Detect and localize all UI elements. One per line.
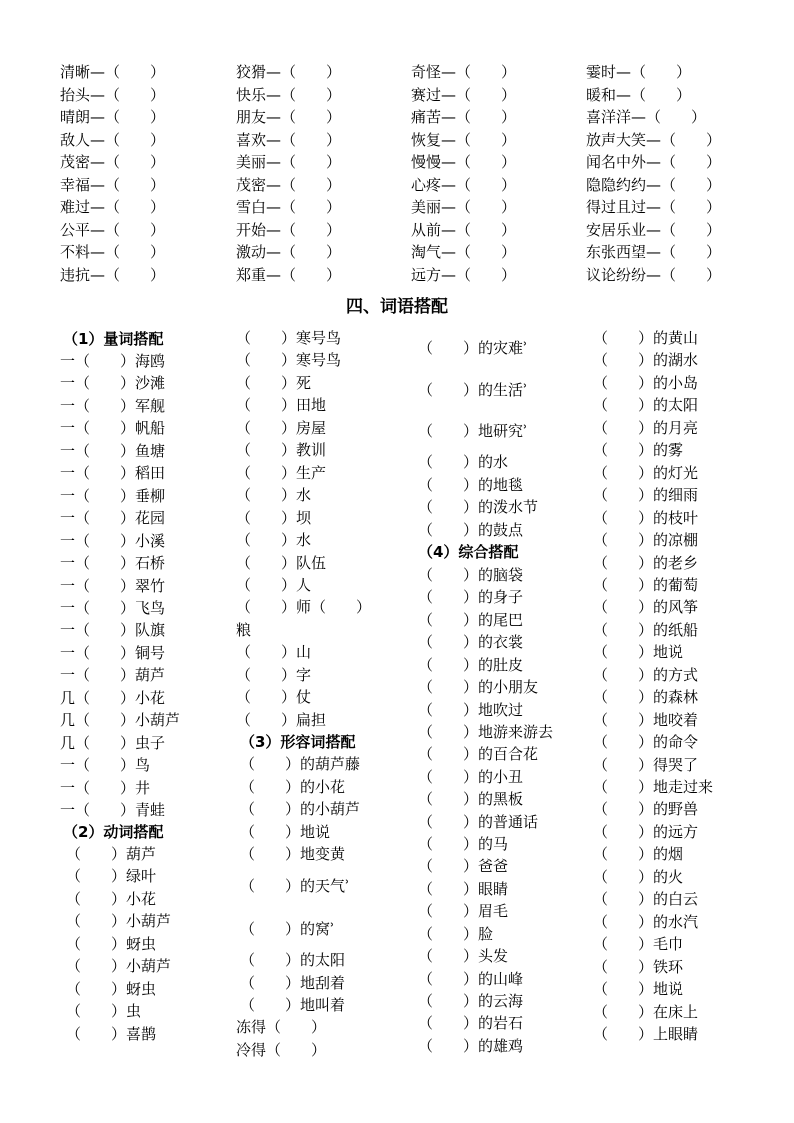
verb-item: （ ）寒号鸟 — [236, 351, 342, 369]
antonym-item: 美丽—（ ） — [411, 198, 517, 216]
adjective-item: （ ）的水 — [418, 453, 509, 471]
measure-word-item: 一（ ）飞鸟 — [60, 599, 166, 617]
combo-item: （ ）的肚皮 — [418, 656, 524, 674]
combo-item: （ ）的小丑 — [418, 768, 524, 786]
antonym-item: 开始—（ ） — [236, 221, 342, 239]
antonym-item: 议论纷纷—（ ） — [586, 266, 722, 284]
combo-item: （ ）的葡萄 — [593, 576, 699, 594]
verb-item: （ ）水 — [236, 531, 312, 549]
antonym-item: 狡猾—（ ） — [236, 63, 342, 81]
adjective-item: （ ）的鼓点 — [418, 521, 524, 539]
antonym-item: 违抗—（ ） — [60, 266, 166, 284]
combo-item: （ ）的白云 — [593, 890, 699, 908]
combo-item: （ ）的烟 — [593, 845, 684, 863]
combo-item: （ ）的身子 — [418, 588, 524, 606]
combo-item: （ ）的水汽 — [593, 913, 699, 931]
adjective-item: （ ）的小花 — [240, 778, 346, 796]
verb-item: （ ）山 — [236, 643, 312, 661]
section-heading: （1）量词搭配 — [63, 330, 164, 348]
verb-item: （ ）队伍 — [236, 554, 327, 572]
combo-item: （ ）的山峰 — [418, 970, 524, 988]
verb-item: （ ）小葫芦 — [66, 912, 172, 930]
antonym-item: 敌人—（ ） — [60, 131, 166, 149]
combo-item: （ ）的方式 — [593, 666, 699, 684]
antonym-item: 闻名中外—（ ） — [586, 153, 722, 171]
combo-item: （ ）的雾 — [593, 441, 684, 459]
measure-word-item: 一（ ）青蛙 — [60, 801, 166, 819]
combo-item: （ ）的纸船 — [593, 621, 699, 639]
measure-word-item: 一（ ）垂柳 — [60, 487, 166, 505]
adjective-item: （ ）的泼水节 — [418, 498, 539, 516]
section-title: 四、词语搭配 — [346, 297, 448, 317]
verb-item: （ ）死 — [236, 374, 312, 392]
combo-item: （ ）的凉棚 — [593, 531, 699, 549]
measure-word-item: 一（ ）帆船 — [60, 419, 166, 437]
measure-word-item: 一（ ）铜号 — [60, 644, 166, 662]
combo-item: （ ）的野兽 — [593, 800, 699, 818]
combo-item: （ ）地游来游去 — [418, 723, 554, 741]
combo-item: （ ）的火 — [593, 868, 684, 886]
combo-item: （ ）地咬着 — [593, 711, 699, 729]
verb-item: （ ）小葫芦 — [66, 957, 172, 975]
verb-item: （ ）蚜虫 — [66, 935, 157, 953]
combo-item: （ ）的脑袋 — [418, 566, 524, 584]
verb-item: （ ）字 — [236, 666, 312, 684]
section-heading: （2）动词搭配 — [63, 823, 164, 841]
combo-item: （ ）的森林 — [593, 688, 699, 706]
combo-item: （ ）在床上 — [593, 1003, 699, 1021]
antonym-item: 不料—（ ） — [60, 243, 166, 261]
measure-word-item: 一（ ）稻田 — [60, 464, 166, 482]
combo-item: （ ）的太阳 — [593, 396, 699, 414]
verb-item: （ ）蚜虫 — [66, 980, 157, 998]
verb-item: （ ）人 — [236, 576, 312, 594]
antonym-item: 东张西望—（ ） — [586, 243, 722, 261]
antonym-item: 雪白—（ ） — [236, 198, 342, 216]
combo-item: （ ）的岩石 — [418, 1014, 524, 1032]
combo-item: （ ）的衣裳 — [418, 633, 524, 651]
antonym-item: 茂密—（ ） — [60, 153, 166, 171]
combo-item: （ ）的普通话 — [418, 813, 539, 831]
verb-item: （ ）绿叶 — [66, 867, 157, 885]
verb-item: （ ）喜鹊 — [66, 1025, 157, 1043]
antonym-item: 难过—（ ） — [60, 198, 166, 216]
combo-item: （ ）的云海 — [418, 992, 524, 1010]
adjective-item: （ ）地研究ʾ — [418, 422, 528, 440]
combo-item: （ ）的雄鸡 — [418, 1037, 524, 1055]
antonym-item: 美丽—（ ） — [236, 153, 342, 171]
combo-item: （ ）地走过来 — [593, 778, 714, 796]
combo-item: （ ）上眼睛 — [593, 1025, 699, 1043]
antonym-item: 清晰—（ ） — [60, 63, 166, 81]
verb-item: （ ）小花 — [66, 890, 157, 908]
antonym-item: 暖和—（ ） — [586, 86, 692, 104]
verb-item: （ ）师（ ） — [236, 598, 372, 616]
verb-item: （ ）坝 — [236, 509, 312, 527]
adjective-item: （ ）的灾难ʾ — [418, 339, 528, 357]
verb-item: （ ）虫 — [66, 1002, 142, 1020]
verb-item: （ ）水 — [236, 486, 312, 504]
combo-item: （ ）的老乡 — [593, 554, 699, 572]
antonym-item: 快乐—（ ） — [236, 86, 342, 104]
combo-item: （ ）的百合花 — [418, 745, 539, 763]
combo-item: （ ）的黑板 — [418, 790, 524, 808]
combo-item: （ ）脸 — [418, 925, 494, 943]
combo-item: （ ）得哭了 — [593, 756, 699, 774]
antonym-item: 得过且过—（ ） — [586, 198, 722, 216]
adjective-item: （ ）的葫芦藤 — [240, 755, 361, 773]
combo-item: （ ）的马 — [418, 835, 509, 853]
adjective-item: 冷得（ ） — [236, 1041, 327, 1059]
adjective-item: （ ）地刮着 — [240, 974, 346, 992]
verb-item: 粮 — [236, 621, 252, 639]
measure-word-item: 一（ ）井 — [60, 779, 151, 797]
combo-item: （ ）的枝叶 — [593, 509, 699, 527]
combo-item: （ ）的灯光 — [593, 464, 699, 482]
antonym-item: 郑重—（ ） — [236, 266, 342, 284]
measure-word-item: 一（ ）花园 — [60, 509, 166, 527]
measure-word-item: 一（ ）沙滩 — [60, 374, 166, 392]
combo-item: （ ）的远方 — [593, 823, 699, 841]
antonym-item: 喜洋洋—（ ） — [586, 108, 707, 126]
antonym-item: 远方—（ ） — [411, 266, 517, 284]
antonym-item: 激动—（ ） — [236, 243, 342, 261]
combo-item: （ ）的风筝 — [593, 598, 699, 616]
adjective-item: （ ）的天气ʾ — [240, 877, 350, 895]
measure-word-item: 一（ ）葫芦 — [60, 666, 166, 684]
combo-item: （ ）地吹过 — [418, 701, 524, 719]
adjective-item: （ ）的生活ʾ — [418, 381, 528, 399]
antonym-item: 霎时—（ ） — [586, 63, 692, 81]
measure-word-item: 一（ ）鱼塘 — [60, 442, 166, 460]
combo-item: （ ）爸爸 — [418, 857, 509, 875]
antonym-item: 痛苦—（ ） — [411, 108, 517, 126]
section-heading: （3）形容词搭配 — [240, 733, 356, 751]
measure-word-item: 几（ ）虫子 — [60, 734, 166, 752]
verb-item: （ ）房屋 — [236, 419, 327, 437]
verb-item: （ ）仗 — [236, 688, 312, 706]
antonym-item: 安居乐业—（ ） — [586, 221, 722, 239]
combo-item: （ ）的小朋友 — [418, 678, 539, 696]
antonym-item: 晴朗—（ ） — [60, 108, 166, 126]
adjective-item: （ ）的太阳 — [240, 951, 346, 969]
section-heading: （4）综合搭配 — [418, 543, 519, 561]
antonym-item: 朋友—（ ） — [236, 108, 342, 126]
verb-item: （ ）生产 — [236, 464, 327, 482]
adjective-item: 冻得（ ） — [236, 1018, 327, 1036]
combo-item: （ ）的湖水 — [593, 351, 699, 369]
adjective-item: （ ）的小葫芦 — [240, 800, 361, 818]
antonym-item: 茂密—（ ） — [236, 176, 342, 194]
combo-item: （ ）地说 — [593, 980, 684, 998]
combo-item: （ ）地说 — [593, 643, 684, 661]
antonym-item: 幸福—（ ） — [60, 176, 166, 194]
adjective-item: （ ）地说 — [240, 823, 331, 841]
antonym-item: 公平—（ ） — [60, 221, 166, 239]
combo-item: （ ）的黄山 — [593, 329, 699, 347]
verb-item: （ ）寒号鸟 — [236, 329, 342, 347]
antonym-item: 奇怪—（ ） — [411, 63, 517, 81]
combo-item: （ ）毛巾 — [593, 935, 684, 953]
measure-word-item: 几（ ）小花 — [60, 689, 166, 707]
antonym-item: 恢复—（ ） — [411, 131, 517, 149]
combo-item: （ ）的尾巴 — [418, 611, 524, 629]
verb-item: （ ）田地 — [236, 396, 327, 414]
adjective-item: （ ）的窝ʾ — [240, 920, 335, 938]
antonym-item: 淘气—（ ） — [411, 243, 517, 261]
measure-word-item: 一（ ）队旗 — [60, 621, 166, 639]
combo-item: （ ）眉毛 — [418, 902, 509, 920]
verb-item: （ ）葫芦 — [66, 845, 157, 863]
measure-word-item: 一（ ）石桥 — [60, 554, 166, 572]
adjective-item: （ ）地变黄 — [240, 845, 346, 863]
combo-item: （ ）铁环 — [593, 958, 684, 976]
measure-word-item: 一（ ）小溪 — [60, 532, 166, 550]
antonym-item: 放声大笑—（ ） — [586, 131, 722, 149]
adjective-item: （ ）地叫着 — [240, 996, 346, 1014]
combo-item: （ ）的细雨 — [593, 486, 699, 504]
combo-item: （ ）的月亮 — [593, 419, 699, 437]
measure-word-item: 几（ ）小葫芦 — [60, 711, 181, 729]
antonym-item: 慢慢—（ ） — [411, 153, 517, 171]
measure-word-item: 一（ ）军舰 — [60, 397, 166, 415]
adjective-item: （ ）的地毯 — [418, 476, 524, 494]
measure-word-item: 一（ ）海鸥 — [60, 352, 166, 370]
measure-word-item: 一（ ）翠竹 — [60, 577, 166, 595]
combo-item: （ ）头发 — [418, 947, 509, 965]
antonym-item: 心疼—（ ） — [411, 176, 517, 194]
combo-item: （ ）的命令 — [593, 733, 699, 751]
antonym-item: 赛过—（ ） — [411, 86, 517, 104]
verb-item: （ ）教训 — [236, 441, 327, 459]
combo-item: （ ）的小岛 — [593, 374, 699, 392]
combo-item: （ ）眼睛 — [418, 880, 509, 898]
antonym-item: 喜欢—（ ） — [236, 131, 342, 149]
antonym-item: 从前—（ ） — [411, 221, 517, 239]
verb-item: （ ）扁担 — [236, 711, 327, 729]
measure-word-item: 一（ ）鸟 — [60, 756, 151, 774]
antonym-item: 隐隐约约—（ ） — [586, 176, 722, 194]
antonym-item: 抬头—（ ） — [60, 86, 166, 104]
